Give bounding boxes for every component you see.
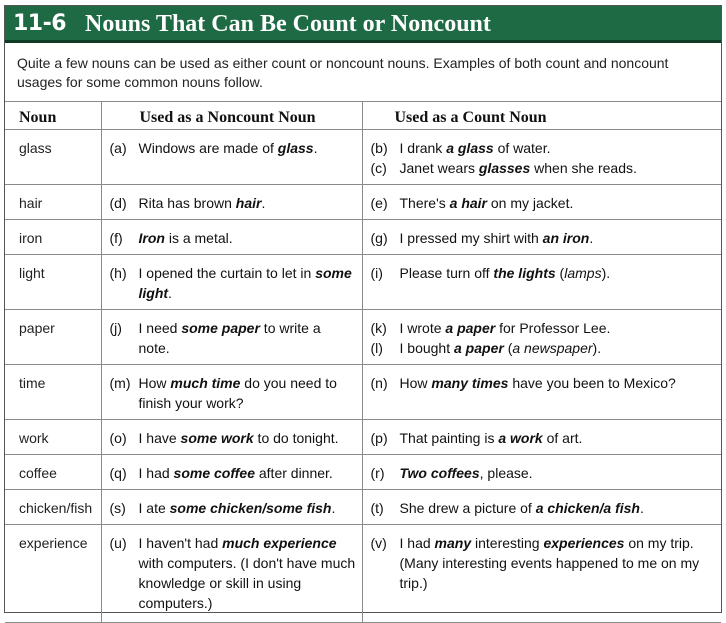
table-row bbox=[5, 310, 721, 365]
example-text bbox=[400, 228, 716, 248]
example-text bbox=[139, 498, 356, 518]
example-text bbox=[400, 533, 716, 593]
count-cell bbox=[362, 420, 721, 455]
table-body bbox=[5, 130, 721, 623]
count-cell bbox=[362, 310, 721, 365]
example-fragment: . bbox=[168, 285, 172, 301]
example-label: (q) bbox=[109, 465, 127, 481]
emphasized-noun: much experience bbox=[222, 535, 337, 551]
example-fragment: That painting is bbox=[399, 430, 499, 446]
table-row bbox=[5, 220, 721, 255]
count-cell bbox=[362, 255, 721, 310]
example-label: (n) bbox=[370, 375, 388, 391]
emphasized-noun: glasses bbox=[478, 160, 531, 176]
example-fragment: I pressed my shirt with bbox=[399, 230, 543, 246]
example-fragment: I bought bbox=[399, 340, 454, 356]
example-fragment: I wrote bbox=[399, 320, 446, 336]
example-label: (h) bbox=[109, 265, 127, 281]
example-fragment: I had bbox=[399, 535, 435, 551]
emphasized-noun: glass bbox=[277, 140, 314, 156]
noun-cell: chicken/fish bbox=[5, 490, 101, 525]
emphasized-noun: some coffee bbox=[173, 465, 255, 481]
count-cell bbox=[362, 130, 721, 185]
count-cell bbox=[362, 490, 721, 525]
example-fragment: . bbox=[589, 230, 594, 246]
example-text bbox=[400, 318, 716, 338]
example-line bbox=[110, 138, 356, 158]
column-header-noncount: Used as a Noncount Noun bbox=[101, 102, 362, 130]
section-number: 11-6 bbox=[13, 11, 67, 36]
example-text bbox=[400, 193, 716, 213]
emphasized-noun: some work bbox=[180, 430, 254, 446]
noncount-cell bbox=[101, 525, 362, 623]
section-title: Nouns That Can Be Count or Noncount bbox=[85, 11, 491, 37]
example-text bbox=[400, 428, 716, 448]
emphasized-noun: much time bbox=[170, 375, 241, 391]
example-fragment: have you been to Mexico? bbox=[508, 375, 676, 391]
example-fragment: interesting bbox=[471, 535, 544, 551]
column-header-count: Used as a Count Noun bbox=[362, 102, 721, 130]
table-row bbox=[5, 185, 721, 220]
example-fragment: . bbox=[639, 500, 644, 516]
count-cell bbox=[362, 365, 721, 420]
example-fragment: There's bbox=[399, 195, 450, 211]
example-text bbox=[400, 373, 716, 393]
example-label: (d) bbox=[109, 195, 127, 211]
noncount-cell bbox=[101, 185, 362, 220]
example-text bbox=[400, 498, 716, 518]
table-row bbox=[5, 420, 721, 455]
emphasized-noun: a work bbox=[498, 430, 543, 446]
emphasized-noun: some light bbox=[138, 265, 352, 301]
example-text bbox=[139, 138, 356, 158]
example-label: (p) bbox=[370, 430, 388, 446]
emphasized-noun: many bbox=[434, 535, 472, 551]
table-row bbox=[5, 525, 721, 623]
example-fragment: I drank bbox=[399, 140, 447, 156]
example-text bbox=[139, 533, 356, 613]
italic-gloss: a newspaper bbox=[512, 340, 593, 356]
example-text bbox=[139, 428, 356, 448]
noncount-cell bbox=[101, 255, 362, 310]
example-line bbox=[371, 373, 716, 393]
noncount-cell bbox=[101, 220, 362, 255]
example-fragment: How bbox=[138, 375, 171, 391]
emphasized-noun: a paper bbox=[445, 320, 496, 336]
italic-gloss: lamps bbox=[564, 265, 602, 281]
noun-cell: iron bbox=[5, 220, 101, 255]
example-fragment: with computers. (I don't have much knowledge or skill in using computers.) bbox=[138, 555, 356, 611]
noncount-cell bbox=[101, 490, 362, 525]
example-fragment: . bbox=[313, 140, 318, 156]
example-label: (b) bbox=[370, 140, 388, 156]
example-label: (i) bbox=[370, 265, 383, 281]
example-label: (g) bbox=[370, 230, 388, 246]
example-label: (m) bbox=[109, 375, 131, 391]
example-fragment: I haven't had bbox=[138, 535, 223, 551]
example-fragment: when she reads. bbox=[530, 160, 637, 176]
example-label: (u) bbox=[109, 535, 127, 551]
example-text bbox=[139, 318, 356, 358]
example-label: (a) bbox=[109, 140, 127, 156]
example-line bbox=[110, 373, 356, 413]
example-text bbox=[139, 373, 356, 413]
noun-cell: paper bbox=[5, 310, 101, 365]
example-fragment: I had bbox=[138, 465, 174, 481]
example-fragment: Rita has brown bbox=[138, 195, 236, 211]
noun-cell: experience bbox=[5, 525, 101, 623]
table-header-row bbox=[5, 102, 721, 130]
example-fragment: I opened the curtain to let in bbox=[138, 265, 316, 281]
example-label: (e) bbox=[370, 195, 388, 211]
emphasized-noun: a chicken/a fish bbox=[535, 500, 640, 516]
chart-header bbox=[5, 6, 721, 43]
example-fragment: to write a note. bbox=[138, 320, 321, 356]
intro-paragraph: Quite a few nouns can be used as either count or noncount nouns. Examples of both count and noncount usages for some common nouns follow. bbox=[17, 55, 669, 90]
example-fragment: ( bbox=[555, 265, 565, 281]
example-text bbox=[139, 263, 356, 303]
example-line bbox=[371, 318, 716, 338]
example-text bbox=[400, 138, 716, 158]
example-label: (c) bbox=[370, 160, 387, 176]
table-row bbox=[5, 455, 721, 490]
noun-cell: work bbox=[5, 420, 101, 455]
example-fragment: She drew a picture of bbox=[399, 500, 536, 516]
example-line bbox=[371, 338, 716, 358]
example-label: (k) bbox=[370, 320, 387, 336]
emphasized-noun: an iron bbox=[542, 230, 590, 246]
example-fragment: to do tonight. bbox=[253, 430, 339, 446]
table-row bbox=[5, 130, 721, 185]
example-line bbox=[371, 428, 716, 448]
example-line bbox=[110, 428, 356, 448]
example-fragment: I have bbox=[138, 430, 181, 446]
emphasized-noun: some chicken/some fish bbox=[169, 500, 332, 516]
example-line bbox=[110, 463, 356, 483]
noncount-cell bbox=[101, 310, 362, 365]
example-text bbox=[400, 263, 716, 283]
emphasized-noun: a paper bbox=[454, 340, 504, 356]
column-header-noun: Noun bbox=[5, 102, 101, 130]
example-line bbox=[371, 533, 716, 593]
example-line bbox=[371, 463, 716, 483]
grammar-chart bbox=[4, 5, 722, 613]
example-fragment: ( bbox=[503, 340, 513, 356]
example-line bbox=[371, 193, 716, 213]
example-line bbox=[371, 263, 716, 283]
emphasized-noun: Iron bbox=[138, 230, 165, 246]
noncount-cell bbox=[101, 130, 362, 185]
example-fragment: ). bbox=[592, 340, 602, 356]
example-line bbox=[110, 228, 356, 248]
example-label: (f) bbox=[109, 230, 123, 246]
emphasized-noun: Two coffees bbox=[399, 465, 480, 481]
example-fragment: Janet wears bbox=[399, 160, 479, 176]
example-fragment: How bbox=[399, 375, 432, 391]
emphasized-noun: a hair bbox=[449, 195, 487, 211]
example-fragment: on my jacket. bbox=[487, 195, 574, 211]
noun-usage-table bbox=[5, 101, 721, 623]
noncount-cell bbox=[101, 420, 362, 455]
example-text bbox=[139, 228, 356, 248]
example-fragment: . bbox=[261, 195, 266, 211]
noncount-cell bbox=[101, 365, 362, 420]
example-fragment: of art. bbox=[542, 430, 583, 446]
example-fragment: . bbox=[331, 500, 336, 516]
example-label: (j) bbox=[109, 320, 122, 336]
example-line bbox=[371, 228, 716, 248]
example-label: (v) bbox=[370, 535, 387, 551]
example-fragment: do you need to finish your work? bbox=[138, 375, 337, 411]
emphasized-noun: many times bbox=[431, 375, 509, 391]
emphasized-noun: the lights bbox=[493, 265, 556, 281]
example-fragment: , please. bbox=[479, 465, 533, 481]
example-text bbox=[139, 193, 356, 213]
example-label: (r) bbox=[370, 465, 385, 481]
example-text bbox=[400, 463, 716, 483]
example-fragment: is a metal. bbox=[164, 230, 233, 246]
example-fragment: Please turn off bbox=[399, 265, 494, 281]
example-label: (l) bbox=[370, 340, 383, 356]
example-label: (s) bbox=[109, 500, 126, 516]
emphasized-noun: hair bbox=[235, 195, 262, 211]
emphasized-noun: experiences bbox=[543, 535, 625, 551]
example-fragment: of water. bbox=[493, 140, 551, 156]
example-fragment: after dinner. bbox=[254, 465, 333, 481]
count-cell bbox=[362, 455, 721, 490]
example-line bbox=[371, 158, 716, 178]
example-line bbox=[110, 193, 356, 213]
noun-cell: glass bbox=[5, 130, 101, 185]
count-cell bbox=[362, 185, 721, 220]
example-fragment: I ate bbox=[138, 500, 170, 516]
example-fragment: Windows are made of bbox=[138, 140, 278, 156]
noun-cell: time bbox=[5, 365, 101, 420]
example-line bbox=[110, 263, 356, 303]
emphasized-noun: some paper bbox=[181, 320, 260, 336]
example-fragment: for Professor Lee. bbox=[495, 320, 611, 336]
count-cell bbox=[362, 220, 721, 255]
example-text bbox=[400, 338, 716, 358]
table-row bbox=[5, 255, 721, 310]
count-cell bbox=[362, 525, 721, 623]
example-line bbox=[371, 138, 716, 158]
noun-cell: light bbox=[5, 255, 101, 310]
example-line bbox=[110, 318, 356, 358]
example-fragment: ). bbox=[601, 265, 611, 281]
noncount-cell bbox=[101, 455, 362, 490]
noun-cell: hair bbox=[5, 185, 101, 220]
table-row bbox=[5, 490, 721, 525]
table-row bbox=[5, 365, 721, 420]
example-text bbox=[139, 463, 356, 483]
noun-cell: coffee bbox=[5, 455, 101, 490]
example-text bbox=[400, 158, 716, 178]
example-line bbox=[371, 498, 716, 518]
example-fragment: I need bbox=[138, 320, 182, 336]
emphasized-noun: a glass bbox=[446, 140, 494, 156]
example-line bbox=[110, 533, 356, 613]
example-fragment: on my trip. (Many interesting events happened to me on my trip.) bbox=[399, 535, 700, 591]
example-line bbox=[110, 498, 356, 518]
example-label: (o) bbox=[109, 430, 127, 446]
example-label: (t) bbox=[370, 500, 384, 516]
